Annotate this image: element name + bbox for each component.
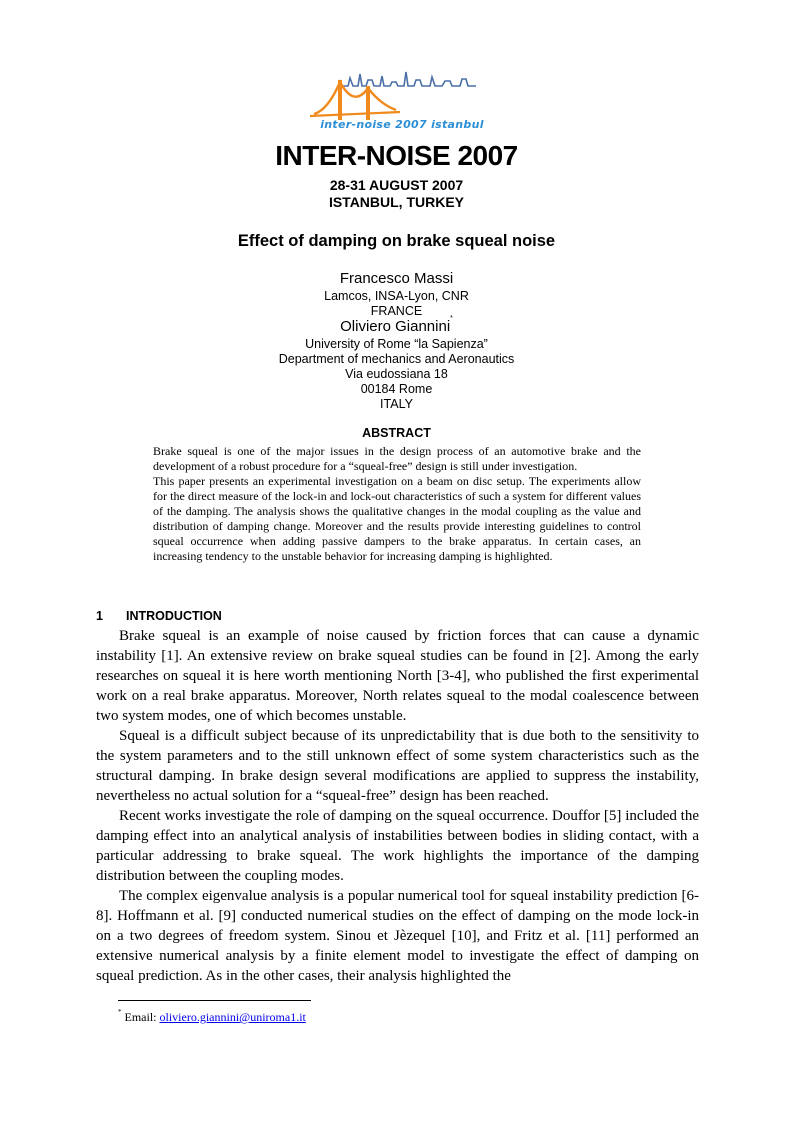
author-name-corresponding [0,315,793,335]
author-affiliation-line: FRANCE [370,304,423,318]
conference-dates: 28-31 AUGUST 2007 [329,177,464,193]
section-heading [96,609,222,623]
author-affiliation-line: Via eudossiana 18 [345,367,448,381]
section-title: INTRODUCTION [126,609,222,623]
author-name: Francesco Massi [339,270,454,287]
author-affiliation-line: Department of mechanics and Aeronautics [278,352,515,366]
email-link[interactable]: oliviero.giannini@uniroma1.it [159,1010,306,1024]
body-paragraph: Squeal is a difficult subject because of its unpredictability that is due both to the sensitivity to the system parameters and to the still unknown effect of some system characteristics such as the structural damping. In brake design several modifications are applied to suppress the instability, nevertheless no actual solution for a “squeal-free” design has been reached. [96,728,699,804]
author-name: Oliviero Giannini [340,318,451,335]
body-paragraph: The complex eigenvalue analysis is a popular numerical tool for squeal instability prediction [6-8]. Hoffmann et al. [9] conducted numerical studies on the effect of damping on the mode lock-in on a two degrees of freedom system. Sinou et Jèzequel [10], and Fritz et al. [11] performed an extensive numerical analysis by a finite element model to investigate the effect of damping on squeal prediction. As in the other cases, their analysis highlighted the [96,888,699,984]
footnote-divider [118,1000,311,1001]
paper-title: Effect of damping on brake squeal noise [237,232,556,250]
author-affiliation-line: ITALY [380,397,413,411]
section-body [96,626,699,986]
logo-caption: inter-noise 2007 istanbul [320,118,484,131]
body-paragraph: Brake squeal is an example of noise caused by friction forces that can cause a dynamic instability [1]. An extensive review on brake squeal studies can be found in [2]. Among the early researches on squeal it is here worth mentioning North [3-4], who published the first experimental work on a real brake apparatus. Moreover, North relates squeal to the modal coalescence between two system modes, one of which becomes unstable. [96,628,699,724]
conference-place: ISTANBUL, TURKEY [328,194,465,210]
author-affiliation-line: 00184 Rome [360,382,433,396]
footnote-label: Email: [124,1010,157,1024]
abstract-paragraph: This paper presents an experimental investigation on a beam on disc setup. The experiments allow for the direct measure of the lock-in and lock-out characteristics of such a system for different values of the damping. The analysis shows the qualitative changes in the modal coupling as the value and distribution of damping change. Moreover and the results provide interesting guidelines to control squeal occurrence when adding passive dampers to the brake apparatus. In certain cases, an increasing tendency to the unstable behavior for increasing damping is highlighted. [153,474,641,563]
body-paragraph: Recent works investigate the role of damping on the squeal occurrence. Douffor [5] included the damping effect into an analytical analysis of instabilities between bodies in sliding contact, with a particular addressing to brake squeal. The work highlights the importance of the damping distribution between the coupling modes. [96,808,699,884]
conference-title: INTER-NOISE 2007 [275,140,518,171]
abstract-heading: ABSTRACT [362,426,431,440]
footnote [118,1010,306,1025]
author-affiliation-line: University of Rome “la Sapienza” [305,337,488,351]
abstract-paragraph: Brake squeal is one of the major issues in the design process of an automotive brake and the development of a robust procedure for a “squeal-free” design is still under investigation. [153,444,641,473]
footnote-marker: * [450,315,453,322]
author-affiliation-line: Lamcos, INSA-Lyon, CNR [324,289,469,303]
skyline-silhouette [340,72,476,86]
footnote-marker: * [118,1008,122,1016]
abstract-body [153,444,641,564]
section-number: 1 [96,609,103,623]
